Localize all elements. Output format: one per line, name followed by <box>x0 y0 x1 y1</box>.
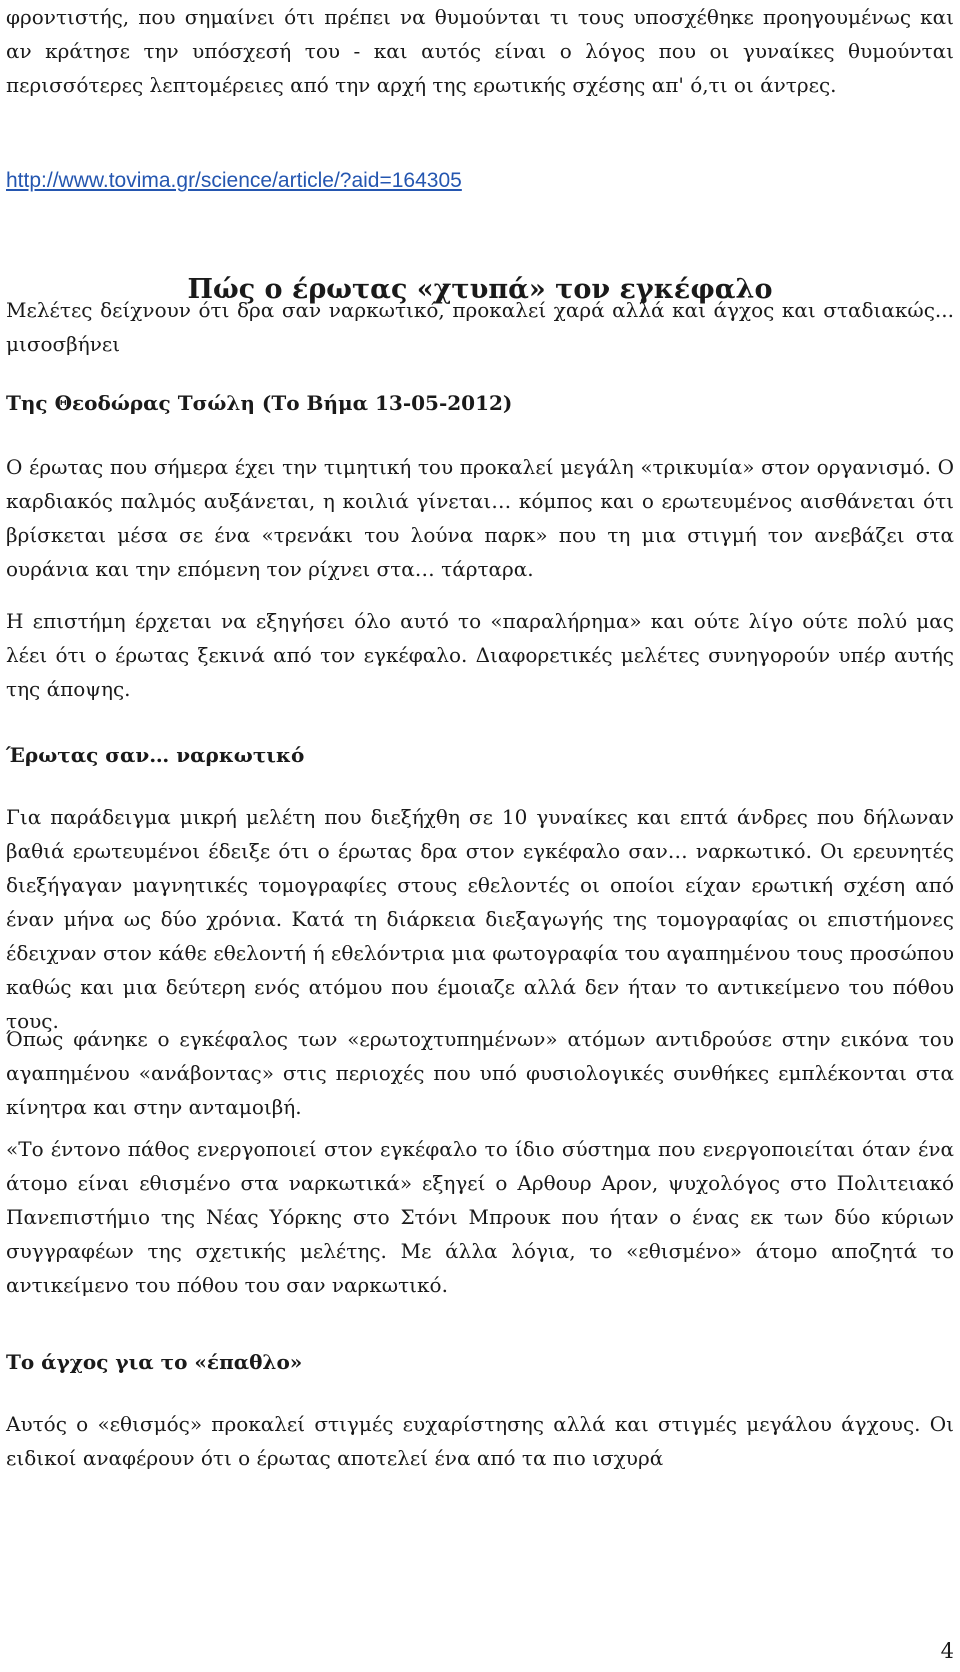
intro-paragraph: Ο έρωτας που σήμερα έχει την τιμητική του προκαλεί μεγάλη «τρικυμία» στον οργανισμό. Ο καρδιακός παλμός αυξάνεται, η κοιλιά γίνεται… κόμπος και ο ερωτευμένος αισθάνεται ότι βρίσκεται μέσα σε ένα «τρενάκι του λούνα παρκ» που τη μια στιγμή τον ανεβάζει στα ουράνια και την επόμενη τον ρίχνει στα… τάρταρα. <box>6 455 954 581</box>
top-paragraph: φροντιστής, που σημαίνει ότι πρέπει να θυμούνται τι τους υποσχέθηκε προηγουμένως και αν κράτησε την υπόσχεσή του - και αυτός είναι ο λόγος που οι γυναίκες θυμούνται περισσότερες λεπτομέρειες από την αρχή της ερωτικής σχέσης απ' ό,τι οι άντρες. <box>6 5 954 97</box>
document-page <box>6 0 954 1672</box>
section-paragraph: Για παράδειγμα μικρή μελέτη που διεξήχθη σε 10 γυναίκες και επτά άνδρες που δήλωναν βαθιά ερωτευμένοι έδειξε ότι ο έρωτας δρα στον εγκέφαλο σαν… ναρκωτικό. Οι ερευνητές διεξήγαγαν μαγνητικές τομογραφίες στους εθελοντές οι οποίοι είχαν ερωτική σχέση από έναν μήνα ως δύο χρόνια. Κατά τη διάρκεια διεξαγωγής της τομογραφίας οι επιστήμονες έδειχναν στον κάθε εθελοντή ή εθελόντρια μια φωτογραφία του αγαπημένου τους προσώπου καθώς και μια δεύτερη ενός ατόμου που έμοιαζε αλλά δεν ήταν το αντικείμενο του πόθου τους. <box>6 805 954 1033</box>
section-heading: Το άγχος για το «έπαθλο» <box>6 1350 303 1374</box>
article-title: Πώς ο έρωτας «χτυπά» τον εγκέφαλο <box>187 274 773 305</box>
section-paragraph: Όπως φάνηκε ο εγκέφαλος των «ερωτοχτυπημένων» ατόμων αντιδρούσε στην εικόνα του αγαπημένου «ανάβοντας» στις περιοχές που υπό φυσιολογικές συνθήκες εμπλέκονται στα κίνητρα και στην ανταμοιβή. <box>6 1027 954 1119</box>
article-byline: Της Θεοδώρας Τσώλη (Το Βήμα 13-05-2012) <box>6 391 513 415</box>
section-heading: Έρωτας σαν… ναρκωτικό <box>6 743 305 767</box>
intro-paragraph: Η επιστήμη έρχεται να εξηγήσει όλο αυτό το «παραλήρημα» και ούτε λίγο ούτε πολύ μας λέει ότι ο έρωτας ξεκινά από τον εγκέφαλο. Διαφορετικές μελέτες συνηγορούν υπέρ αυτής της άποψης. <box>6 609 954 701</box>
page-number: 4 <box>940 1639 954 1663</box>
article-subtitle: Μελέτες δείχνουν ότι δρα σαν ναρκωτικό, προκαλεί χαρά αλλά και άγχος και σταδιακώς... μισοσβήνει <box>6 298 954 356</box>
section-paragraph: «Το έντονο πάθος ενεργοποιεί στον εγκέφαλο το ίδιο σύστημα που ενεργοποιείται όταν ένα άτομο είναι εθισμένο στα ναρκωτικά» εξηγεί ο Αρθουρ Αρον, ψυχολόγος στο Πολιτειακό Πανεπιστήμιο της Νέας Υόρκης στο Στόνι Μπρουκ που ήταν ο ένας εκ των δύο κύριων συγγραφέων της σχετικής μελέτης. Με άλλα λόγια, το «εθισμένο» άτομο αποζητά το αντικείμενο του πόθου του σαν ναρκωτικό. <box>6 1137 954 1297</box>
section-paragraph: Αυτός ο «εθισμός» προκαλεί στιγμές ευχαρίστησης αλλά και στιγμές μεγάλου άγχους. Οι ειδικοί αναφέρουν ότι ο έρωτας αποτελεί ένα από τα πιο ισχυρά <box>6 1412 954 1470</box>
source-link[interactable]: http://www.tovima.gr/science/article/?aid=164305 <box>6 169 462 192</box>
